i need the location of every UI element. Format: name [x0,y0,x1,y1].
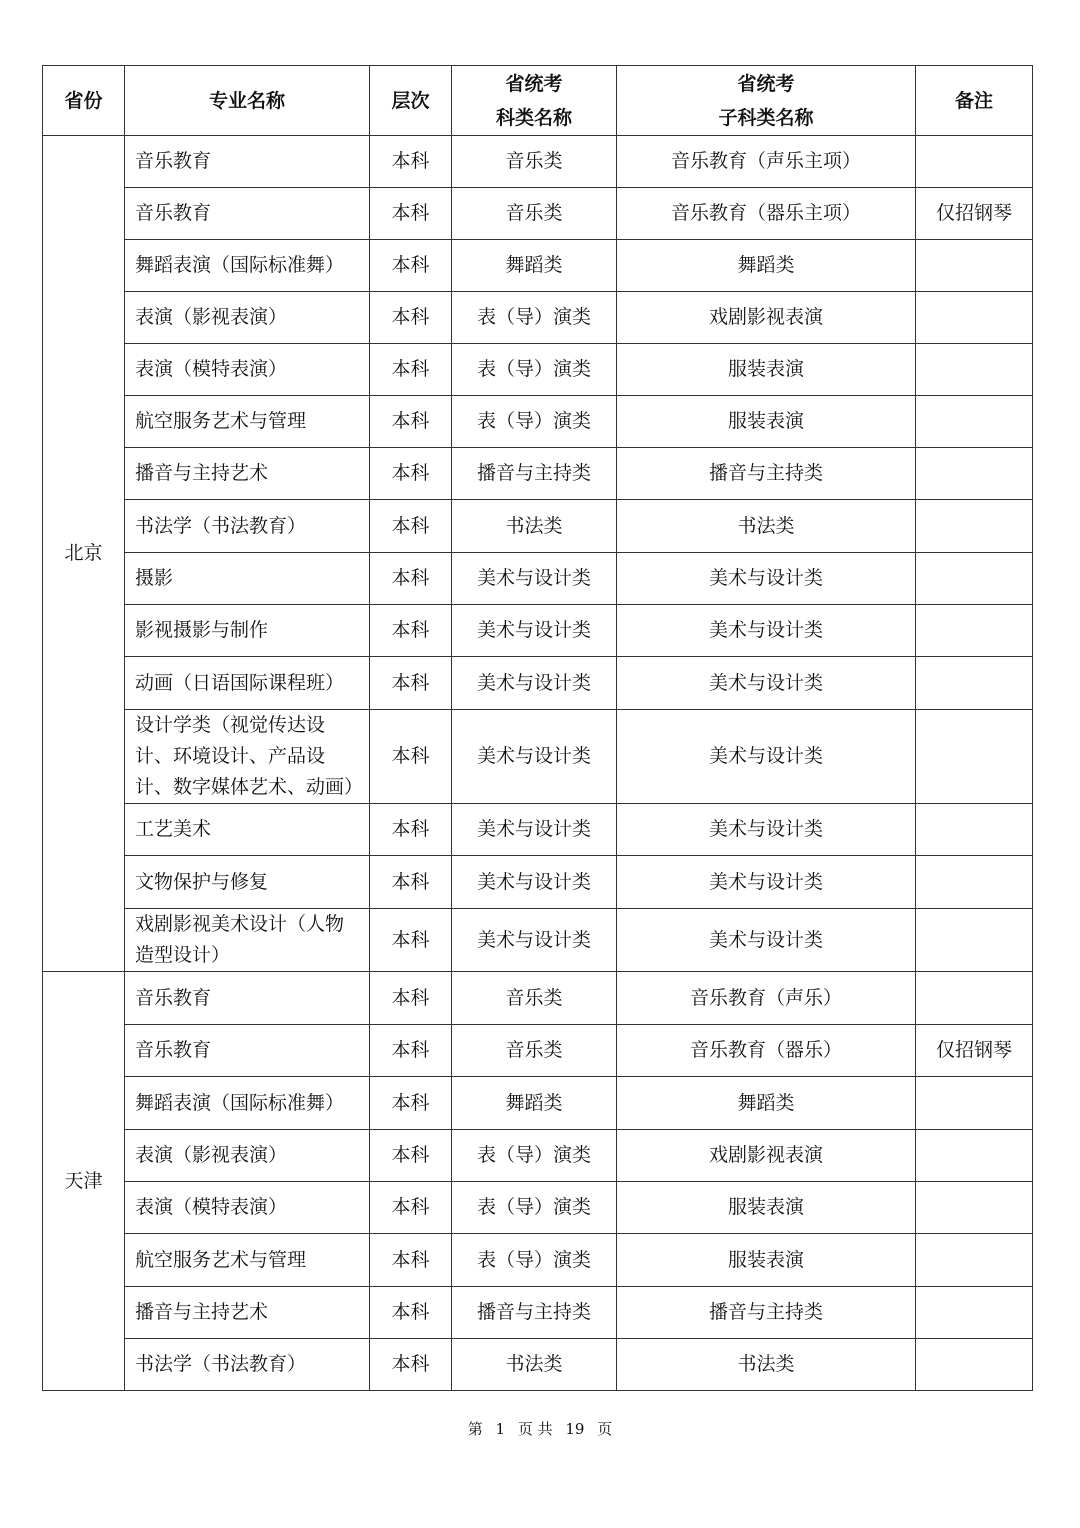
note-cell [916,972,1033,1025]
major-cell: 音乐教育 [125,1025,370,1077]
footer-prefix: 第 [467,1420,483,1438]
header-row [43,66,1033,136]
major-cell: 书法学（书法教育） [125,500,370,553]
level-cell: 本科 [370,1182,452,1234]
subcategory-cell: 播音与主持类 [617,1287,916,1339]
major-cell: 播音与主持艺术 [125,1287,370,1339]
category-cell: 美术与设计类 [452,909,617,972]
subcategory-cell: 音乐教育（声乐主项） [617,136,916,188]
header-major: 专业名称 [125,66,370,136]
major-cell: 文物保护与修复 [125,856,370,909]
table-body [43,136,1033,1391]
table-row [43,605,1033,657]
subcategory-cell: 美术与设计类 [617,605,916,657]
level-cell: 本科 [370,448,452,500]
category-cell: 表（导）演类 [452,1182,617,1234]
header-category [452,66,617,136]
subcategory-cell: 舞蹈类 [617,240,916,292]
table-row [43,396,1033,448]
level-cell: 本科 [370,1339,452,1391]
subcategory-cell: 书法类 [617,500,916,553]
major-cell: 音乐教育 [125,972,370,1025]
major-cell: 表演（影视表演） [125,292,370,344]
note-cell [916,448,1033,500]
major-cell: 播音与主持艺术 [125,448,370,500]
major-cell: 舞蹈表演（国际标准舞） [125,240,370,292]
header-province: 省份 [43,66,125,136]
footer-total-pages: 19 [565,1420,585,1438]
level-cell: 本科 [370,344,452,396]
subcategory-cell: 播音与主持类 [617,448,916,500]
footer-mid: 页 共 [517,1420,553,1438]
level-cell: 本科 [370,1025,452,1077]
level-cell: 本科 [370,710,452,804]
province-cell: 天津 [43,972,125,1391]
subcategory-cell: 音乐教育（器乐主项） [617,188,916,240]
note-cell [916,1234,1033,1287]
major-cell: 音乐教育 [125,136,370,188]
level-cell: 本科 [370,804,452,856]
note-cell [916,1182,1033,1234]
level-cell: 本科 [370,1077,452,1130]
category-cell: 音乐类 [452,136,617,188]
table-row [43,136,1033,188]
subcategory-cell: 服装表演 [617,1234,916,1287]
header-category-line2: 科类名称 [495,106,572,129]
major-cell: 表演（影视表演） [125,1130,370,1182]
note-cell [916,292,1033,344]
major-cell: 表演（模特表演） [125,344,370,396]
level-cell: 本科 [370,1234,452,1287]
note-cell [916,1077,1033,1130]
subcategory-cell: 美术与设计类 [617,909,916,972]
table-row [43,1287,1033,1339]
header-note: 备注 [916,66,1033,136]
category-cell: 播音与主持类 [452,448,617,500]
major-cell: 设计学类（视觉传达设计、环境设计、产品设计、数字媒体艺术、动画） [125,710,370,804]
table-row [43,292,1033,344]
header-category-line1: 省统考 [505,72,563,95]
category-cell: 表（导）演类 [452,396,617,448]
level-cell: 本科 [370,1130,452,1182]
level-cell: 本科 [370,657,452,710]
note-cell [916,657,1033,710]
major-cell: 摄影 [125,553,370,605]
category-cell: 舞蹈类 [452,1077,617,1130]
subcategory-cell: 美术与设计类 [617,804,916,856]
note-cell [916,344,1033,396]
level-cell: 本科 [370,972,452,1025]
category-cell: 舞蹈类 [452,240,617,292]
table-row [43,909,1033,972]
level-cell: 本科 [370,240,452,292]
subcategory-cell: 戏剧影视表演 [617,292,916,344]
category-cell: 书法类 [452,1339,617,1391]
header-subcategory-line1: 省统考 [737,72,795,95]
header-subcategory [617,66,916,136]
level-cell: 本科 [370,136,452,188]
note-cell [916,856,1033,909]
subcategory-cell: 戏剧影视表演 [617,1130,916,1182]
category-cell: 音乐类 [452,972,617,1025]
major-cell: 航空服务艺术与管理 [125,1234,370,1287]
note-cell [916,710,1033,804]
note-cell: 仅招钢琴 [916,1025,1033,1077]
subcategory-cell: 音乐教育（声乐） [617,972,916,1025]
table-row [43,240,1033,292]
header-level: 层次 [370,66,452,136]
level-cell: 本科 [370,605,452,657]
subcategory-cell: 服装表演 [617,396,916,448]
subcategory-cell: 舞蹈类 [617,1077,916,1130]
subcategory-cell: 美术与设计类 [617,856,916,909]
table-row [43,1234,1033,1287]
footer-page-number: 1 [495,1420,506,1438]
major-cell: 音乐教育 [125,188,370,240]
level-cell: 本科 [370,1287,452,1339]
subcategory-cell: 书法类 [617,1339,916,1391]
note-cell [916,136,1033,188]
major-cell: 动画（日语国际课程班） [125,657,370,710]
table-row [43,710,1033,804]
level-cell: 本科 [370,188,452,240]
major-cell: 书法学（书法教育） [125,1339,370,1391]
table-row [43,804,1033,856]
level-cell: 本科 [370,909,452,972]
table-row [43,500,1033,553]
table-row [43,1077,1033,1130]
subcategory-cell: 音乐教育（器乐） [617,1025,916,1077]
category-cell: 表（导）演类 [452,292,617,344]
category-cell: 美术与设计类 [452,657,617,710]
level-cell: 本科 [370,396,452,448]
note-cell [916,396,1033,448]
table-row [43,972,1033,1025]
province-cell: 北京 [43,136,125,972]
major-cell: 戏剧影视美术设计（人物造型设计） [125,909,370,972]
table-row [43,448,1033,500]
category-cell: 美术与设计类 [452,856,617,909]
category-cell: 美术与设计类 [452,605,617,657]
footer-suffix: 页 [597,1420,613,1438]
major-cell: 航空服务艺术与管理 [125,396,370,448]
subcategory-cell: 服装表演 [617,1182,916,1234]
table-row [43,1339,1033,1391]
level-cell: 本科 [370,292,452,344]
table-row [43,188,1033,240]
subcategory-cell: 美术与设计类 [617,710,916,804]
level-cell: 本科 [370,856,452,909]
category-cell: 音乐类 [452,1025,617,1077]
note-cell [916,605,1033,657]
note-cell [916,1130,1033,1182]
major-cell: 影视摄影与制作 [125,605,370,657]
category-cell: 音乐类 [452,188,617,240]
subcategory-cell: 服装表演 [617,344,916,396]
note-cell [916,553,1033,605]
category-cell: 美术与设计类 [452,710,617,804]
major-cell: 表演（模特表演） [125,1182,370,1234]
major-cell: 工艺美术 [125,804,370,856]
note-cell: 仅招钢琴 [916,188,1033,240]
table-row [43,1182,1033,1234]
category-cell: 表（导）演类 [452,344,617,396]
table-row [43,344,1033,396]
category-cell: 表（导）演类 [452,1234,617,1287]
category-cell: 播音与主持类 [452,1287,617,1339]
subcategory-cell: 美术与设计类 [617,657,916,710]
category-cell: 表（导）演类 [452,1130,617,1182]
subcategory-cell: 美术与设计类 [617,553,916,605]
note-cell [916,909,1033,972]
table-row [43,657,1033,710]
major-cell: 舞蹈表演（国际标准舞） [125,1077,370,1130]
note-cell [916,240,1033,292]
page-footer [0,1418,1080,1439]
note-cell [916,500,1033,553]
admissions-table [42,65,1033,1391]
note-cell [916,804,1033,856]
table-row [43,553,1033,605]
note-cell [916,1339,1033,1391]
table-row [43,856,1033,909]
table-row [43,1025,1033,1077]
level-cell: 本科 [370,553,452,605]
table-row [43,1130,1033,1182]
level-cell: 本科 [370,500,452,553]
header-subcategory-line2: 子科类名称 [718,106,814,129]
category-cell: 书法类 [452,500,617,553]
note-cell [916,1287,1033,1339]
category-cell: 美术与设计类 [452,804,617,856]
category-cell: 美术与设计类 [452,553,617,605]
